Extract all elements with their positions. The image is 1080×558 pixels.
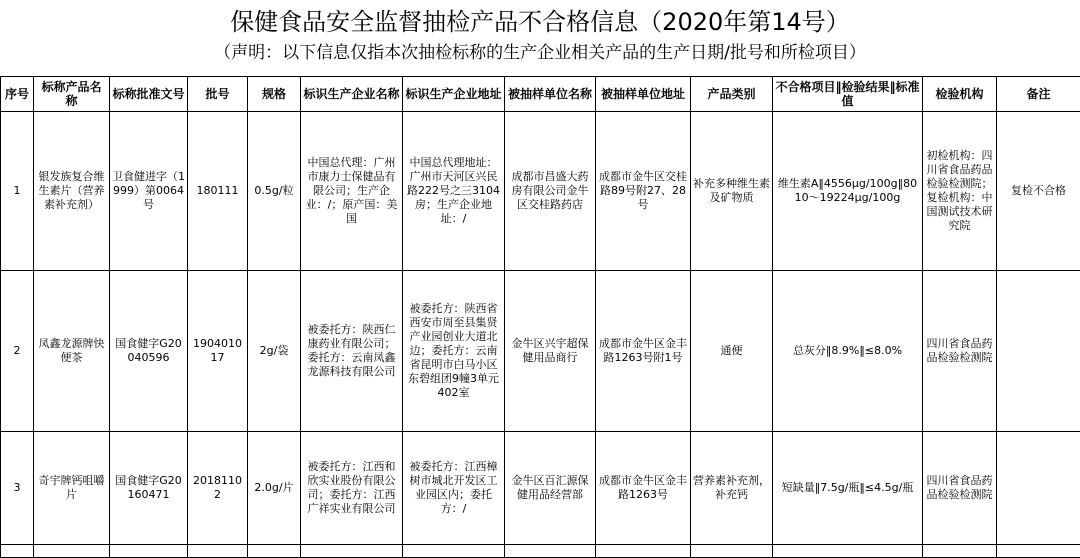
table-row <box>1 271 1080 432</box>
table-cell: 营养素补充剂，补充钙 <box>691 432 773 545</box>
table-cell: 成都市金牛区金丰路1263号 <box>596 432 691 545</box>
table-cell: 金牛区兴宇超保健用品商行 <box>505 271 596 432</box>
table-cell: 3 <box>1 432 34 545</box>
table-cell: 0.5g/粒 <box>248 112 301 271</box>
header-cell: 规格 <box>248 77 301 112</box>
table-cell: 国食健字G20160471 <box>110 432 188 545</box>
table-cell: 四川省食品药品检验检测院 <box>923 432 997 545</box>
table-header-row <box>1 77 1080 112</box>
table-cell: 190401017 <box>188 271 248 432</box>
table-cell: 成都市金牛区金丰路1263号附1号 <box>596 271 691 432</box>
table-cell: 银发族复合维生素片（营养素补充剂） <box>34 112 110 271</box>
table-cell: 补充多种维生素及矿物质 <box>691 112 773 271</box>
table-cell: 20181102 <box>188 432 248 545</box>
table-cell: 中国总代理：广州市康力士保健品有限公司；生产企业：/；原产国：美国 <box>301 112 403 271</box>
table-cell: 国食健字G20040596 <box>110 271 188 432</box>
table-cell: 被委托方：江西樟树市城北开发区工业园区内；委托方：/ <box>403 432 505 545</box>
table-cell: 成都市金牛区交桂路89号附27、28号 <box>596 112 691 271</box>
header-cell: 备注 <box>997 77 1080 112</box>
table-cell: 初检机构：四川省食品药品检验检测院；复检机构：中国测试技术研究院 <box>923 112 997 271</box>
document-title: 保健食品安全监督抽检产品不合格信息（2020年第14号） <box>0 6 1080 38</box>
table-cell: 维生素A‖4556μg/100g‖8010～19224μg/100g <box>773 112 923 271</box>
table-cell: 成都市昌盛大药房有限公司金牛区交桂路药店 <box>505 112 596 271</box>
header-cell: 标称批准文号 <box>110 77 188 112</box>
header-cell: 标称产品名称 <box>34 77 110 112</box>
table-cell: 总灰分‖8.9%‖≤8.0% <box>773 271 923 432</box>
table-cell: 2.0g/片 <box>248 432 301 545</box>
table-cell: 通便 <box>691 271 773 432</box>
table-row <box>1 112 1080 271</box>
table-row <box>1 432 1080 545</box>
table-cell: 复检不合格 <box>997 112 1080 271</box>
header-cell: 产品类别 <box>691 77 773 112</box>
table-cell: 被委托方：江西和欣实业股份有限公司；委托方：江西广祥实业有限公司 <box>301 432 403 545</box>
header-cell: 标识生产企业名称 <box>301 77 403 112</box>
header-cell: 批号 <box>188 77 248 112</box>
header-cell: 检验机构 <box>923 77 997 112</box>
table-cell: 短缺量‖7.5g/瓶‖≤4.5g/瓶 <box>773 432 923 545</box>
header-cell: 序号 <box>1 77 34 112</box>
table-cell: 被委托方：陕西仁康药业有限公司；委托方：云南凤鑫龙源科技有限公司 <box>301 271 403 432</box>
header-cell: 被抽样单位名称 <box>505 77 596 112</box>
header-cell: 不合格项目‖检验结果‖标准值 <box>773 77 923 112</box>
table-cell: 180111 <box>188 112 248 271</box>
table-cell: 2 <box>1 271 34 432</box>
table-cell: 2g/袋 <box>248 271 301 432</box>
table-cell: 中国总代理地址：广州市天河区兴民路222号之三3104房；生产企业地址：/ <box>403 112 505 271</box>
header-cell: 被抽样单位地址 <box>596 77 691 112</box>
table-cell <box>997 271 1080 432</box>
table-cell: 卫食健进字（1999）第0064号 <box>110 112 188 271</box>
table-cell: 1 <box>1 112 34 271</box>
inspection-table <box>0 76 1080 558</box>
table-cell: 凤鑫龙源牌快便茶 <box>34 271 110 432</box>
table-cell: 奇宇牌钙咀嚼片 <box>34 432 110 545</box>
table-cell <box>997 432 1080 545</box>
table-cell: 四川省食品药品检验检测院 <box>923 271 997 432</box>
table-cell: 被委托方：陕西省西安市周至县集贤产业园创业大道北边；委托方：云南省昆明市白马小区东碧组团9幢3单元402室 <box>403 271 505 432</box>
header-cell: 标识生产企业地址 <box>403 77 505 112</box>
table-row-partial <box>1 545 1080 558</box>
document-subtitle: （声明：以下信息仅指本次抽检标称的生产企业相关产品的生产日期/批号和所检项目） <box>0 40 1080 66</box>
table-cell: 金牛区百汇源保健用品经营部 <box>505 432 596 545</box>
